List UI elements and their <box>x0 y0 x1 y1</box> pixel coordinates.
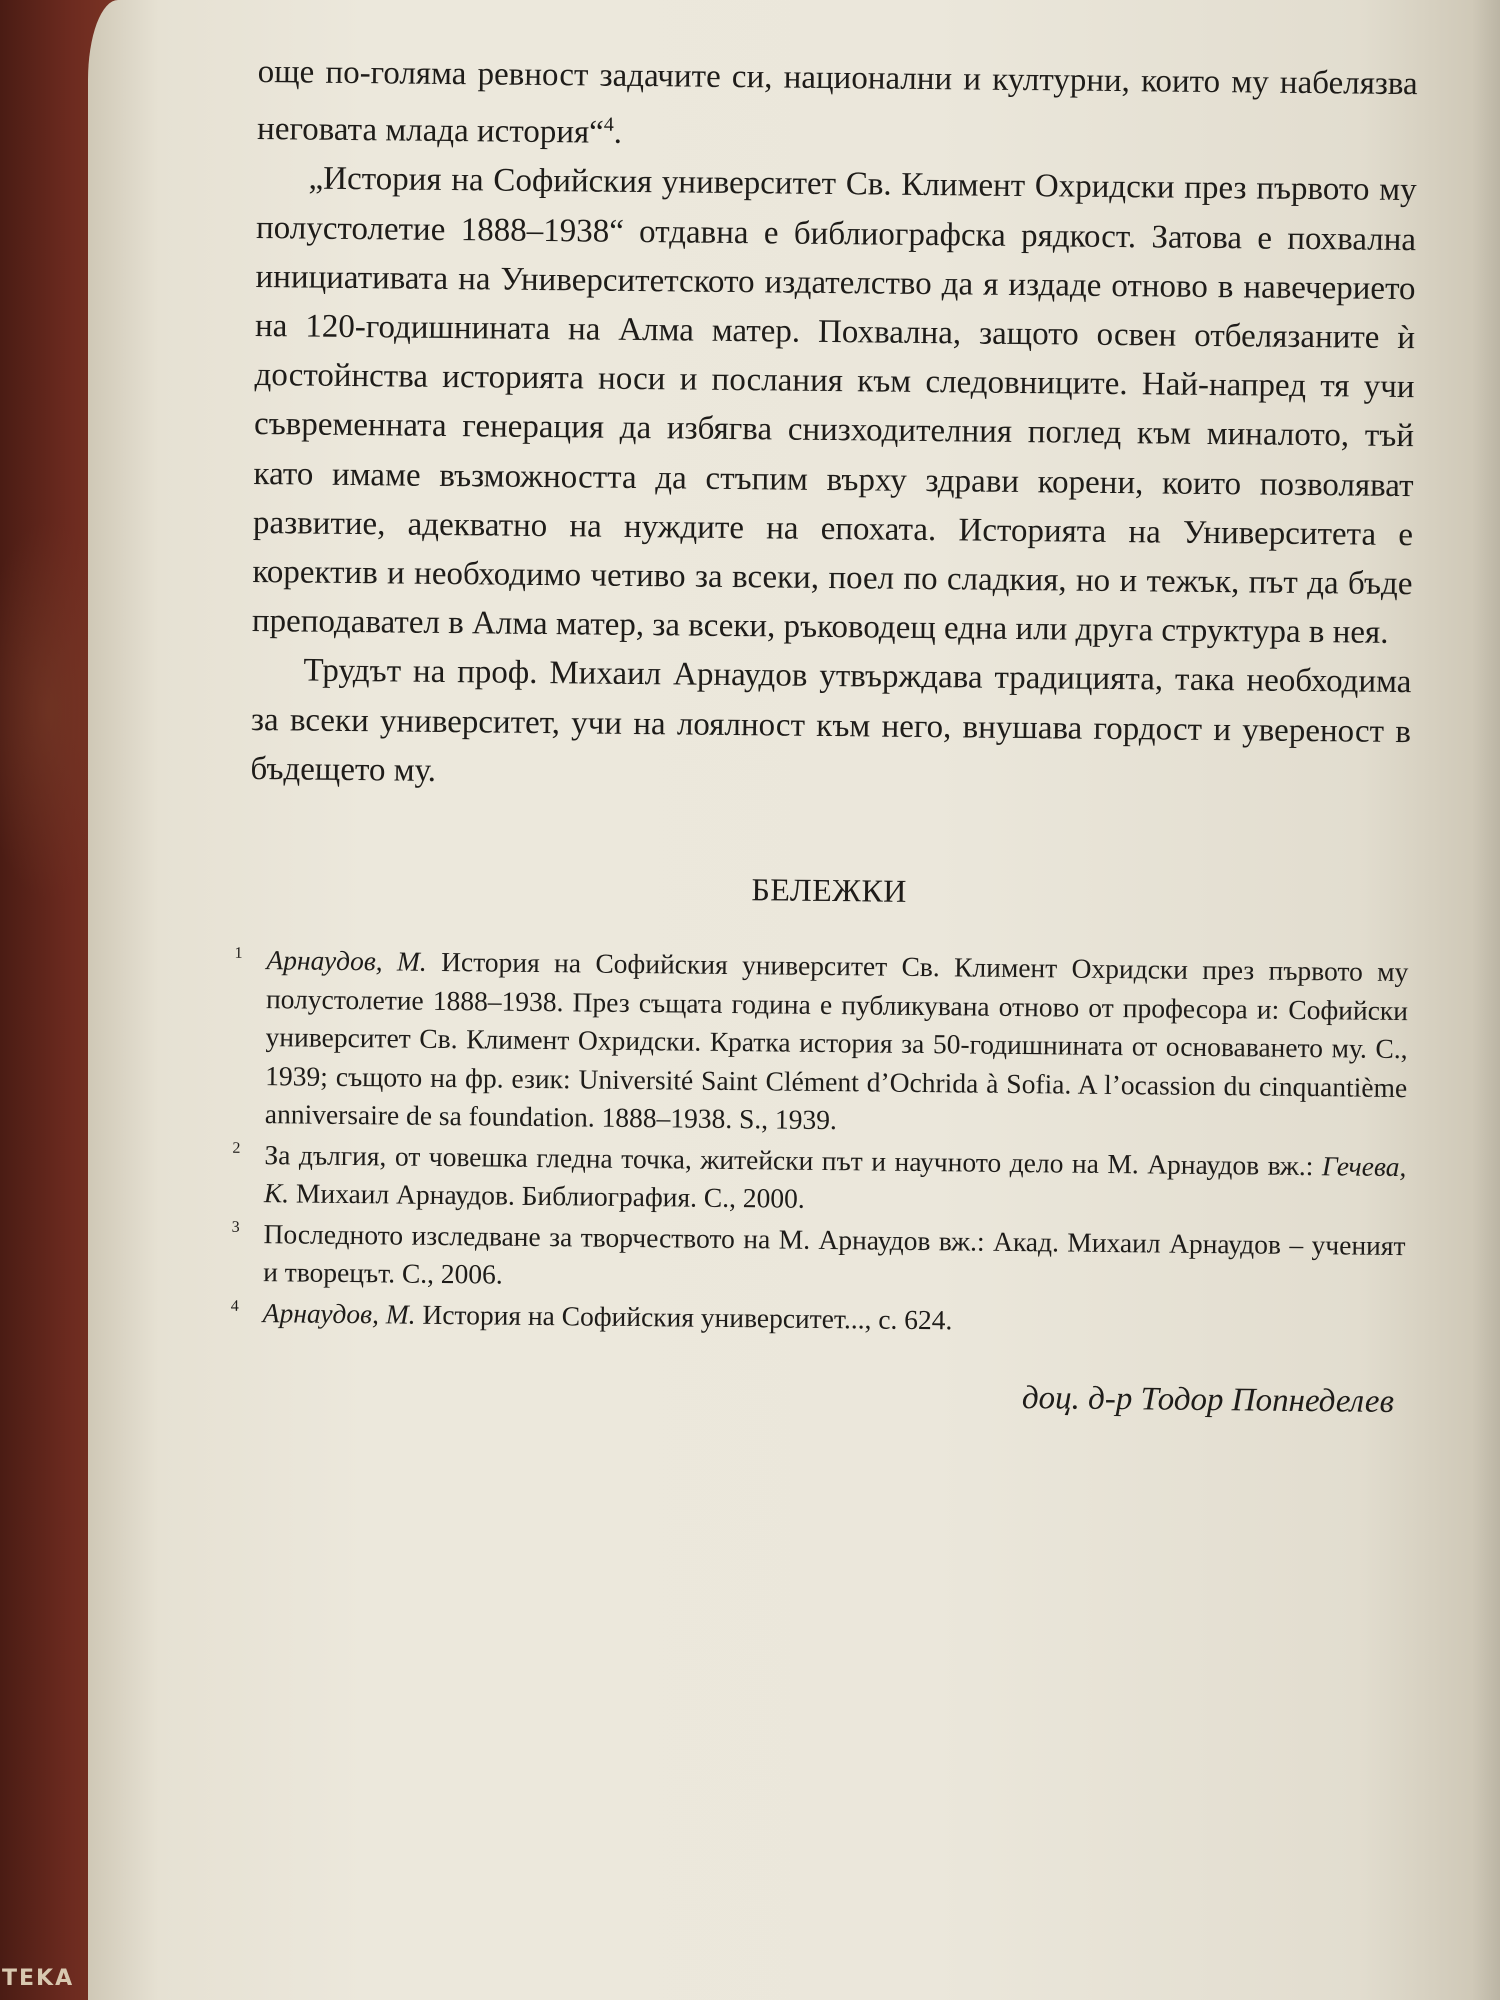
footnote-4: 4 Арнаудов, М. История на Софийския университет..., с. 624. <box>245 1293 1405 1344</box>
footnote-number: 4 <box>230 1297 239 1315</box>
footnote-number: 1 <box>234 944 243 962</box>
footnote-1: 1 Арнаудов, М. История на Софийския университет Св. Климент Охридски през първото му полустолетие 1888–1938. През същата година е публикувана отново от професора и: Софийски университет Св. Климент Охридски. Кратка история за 50-годишнината от основаването му. С., 1939; същото на фр. език: Université Saint Clément d’Ochrida à Sofia. A l’ocassion du cinquantième anniversaire de sa foundation. 1888–1938. S., 1939. <box>247 941 1409 1146</box>
body-paragraph-1: още по-голяма ревност задачите си, национални и културни, които му набелязва неговата млада история“$^4$. <box>256 53 1418 152</box>
cover-spine-text: TEKA <box>2 1966 75 1991</box>
footnote-author: Гечева, К. <box>263 1149 1407 1209</box>
body-paragraph-2: „История на Софийския университет Св. Климент Охридски през първото му полустолетие 1888–1938“ отдавна е библиографска рядкост. Затова е похвална инициативата на Университетското издателство да я издаде отново в навечерието на 120-годишнината на Алма матер. Похвална, защото освен отбелязаните ѝ достойнства историята носи и послания към следовниците. Най-напред тя учи съвременната генерация да избягва снизходителния поглед към миналото, тъй като имаме възможността да стъпим върху здрави корени, които позволяват развитие, адекватно на нуждите на епохата. Историята на Университета е коректив и необходимо четиво за всеки, поел по сладкия, но и тежък, път да бъде преподавател в Алма матер, за всеки, ръководещ една или друга структура в нея. <box>251 160 1417 652</box>
notes-heading: БЕЛЕЖКИ <box>751 871 908 909</box>
body-paragraph-3: Трудът на проф. Михаил Арнаудов утвърждава традицията, така необходима за всеки университет, учи на лоялност към него, внушава гордост и увереност в бъдещето му. <box>250 652 1412 789</box>
footnote-author: Арнаудов, М. <box>266 944 427 977</box>
footnote-number: 2 <box>232 1139 241 1157</box>
footnote-3: 3 Последното изследване за творчеството на М. Арнаудов вж.: Акад. Михаил Арнаудов – ученият и творецът. С., 2006. <box>245 1214 1406 1303</box>
footnote-2: 2 За дългия, от човешка гледна точка, житейски път и научното дело на М. Арнаудов вж.: Гечева, К. Михаил Арнаудов. Библиография. С., 2000. <box>246 1135 1407 1224</box>
footnote-number: 3 <box>231 1218 240 1236</box>
author-signature: доц. д-р Тодор Попнеделев <box>1021 1380 1395 1421</box>
footnotes-list <box>230 941 1409 1344</box>
footnote-reference: 4 <box>603 113 614 136</box>
page-edge-shadow <box>1472 0 1500 2000</box>
footnote-author: Арнаудов, М. <box>262 1296 416 1330</box>
page-content <box>230 48 1418 1421</box>
